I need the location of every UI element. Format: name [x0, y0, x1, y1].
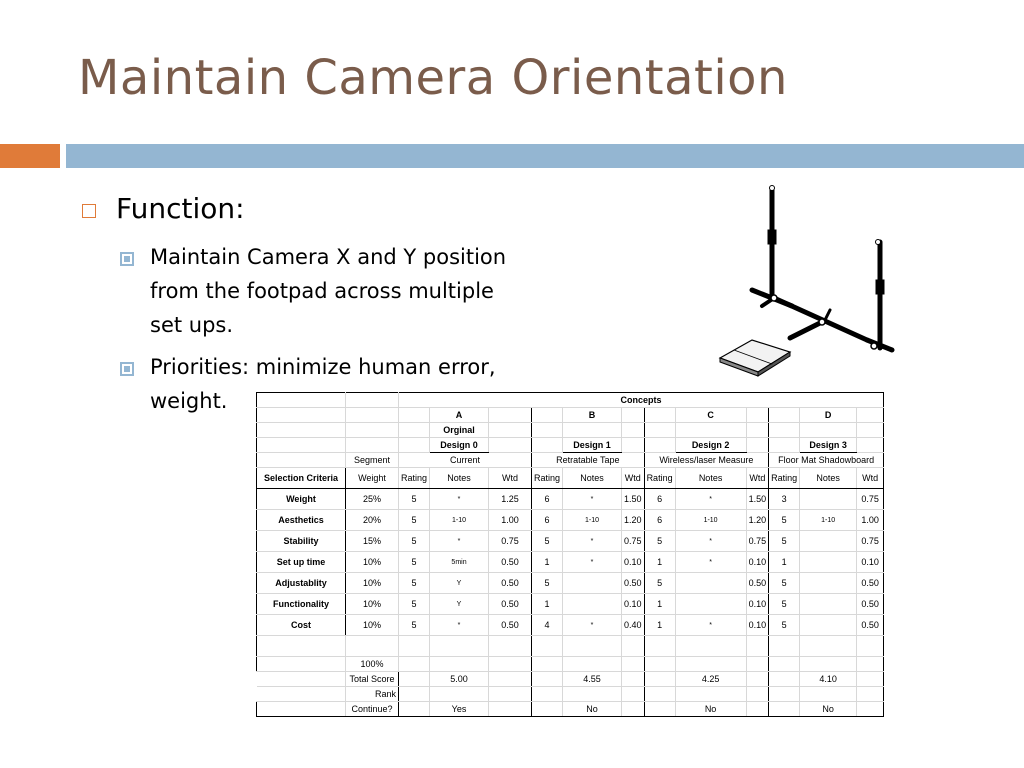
- design-name: Design 3: [800, 438, 857, 453]
- segment-label: Segment: [346, 453, 399, 468]
- criteria-name: Weight: [257, 489, 346, 510]
- notes-cell: *: [675, 489, 746, 510]
- rating-cell: 5: [769, 615, 800, 636]
- wtd-header: Wtd: [489, 468, 532, 489]
- continue-value: Yes: [430, 702, 489, 717]
- notes-cell: *: [563, 489, 622, 510]
- rating-header: Rating: [399, 468, 430, 489]
- weighted-cell: 0.75: [622, 531, 645, 552]
- segment-value: Floor Mat Shadowboard: [769, 453, 884, 468]
- weighted-cell: 1.20: [746, 510, 769, 531]
- weighted-cell: 0.50: [857, 615, 884, 636]
- rating-cell: 6: [644, 510, 675, 531]
- notes-cell: [800, 573, 857, 594]
- rating-cell: 1: [769, 552, 800, 573]
- wtd-header: Wtd: [622, 468, 645, 489]
- accent-bar-orange: [0, 144, 60, 168]
- weighted-cell: 0.10: [746, 594, 769, 615]
- notes-cell: *: [430, 531, 489, 552]
- weighted-cell: 1.50: [746, 489, 769, 510]
- criteria-weight: 10%: [346, 552, 399, 573]
- weighted-cell: 1.50: [622, 489, 645, 510]
- notes-header: Notes: [563, 468, 622, 489]
- accent-bar-blue: [66, 144, 1024, 168]
- criteria-name: Functionality: [257, 594, 346, 615]
- weighted-cell: 0.50: [622, 573, 645, 594]
- bullet-function: [82, 192, 245, 225]
- segment-value: Current: [399, 453, 532, 468]
- rating-header: Rating: [532, 468, 563, 489]
- weight-total: 100%: [346, 657, 399, 672]
- weighted-cell: 0.75: [489, 531, 532, 552]
- total-score-label: Total Score: [346, 672, 399, 687]
- weighted-cell: 1.00: [857, 510, 884, 531]
- concept-letter: C: [675, 408, 746, 423]
- weighted-cell: 0.75: [857, 489, 884, 510]
- rating-cell: 4: [532, 615, 563, 636]
- concept-letter: D: [800, 408, 857, 423]
- slide-title: Maintain Camera Orientation: [78, 50, 788, 106]
- rating-cell: 6: [532, 510, 563, 531]
- rating-cell: 5: [769, 510, 800, 531]
- rating-cell: 1: [644, 552, 675, 573]
- weighted-cell: 0.50: [489, 552, 532, 573]
- criteria-weight: 10%: [346, 594, 399, 615]
- continue-value: No: [675, 702, 746, 717]
- notes-cell: [675, 594, 746, 615]
- bullet-function-text: Function:: [116, 192, 245, 225]
- notes-cell: *: [563, 615, 622, 636]
- criteria-weight: 10%: [346, 573, 399, 594]
- sub-bullet-square-icon: [120, 362, 134, 376]
- wtd-header: Wtd: [857, 468, 884, 489]
- weighted-cell: 0.50: [857, 573, 884, 594]
- notes-cell: *: [430, 489, 489, 510]
- concept-letter: A: [430, 408, 489, 423]
- weight-header: Weight: [346, 468, 399, 489]
- weighted-cell: 0.50: [746, 573, 769, 594]
- rating-cell: 5: [399, 531, 430, 552]
- total-score: 4.25: [675, 672, 746, 687]
- weighted-cell: 0.10: [746, 615, 769, 636]
- notes-cell: [800, 552, 857, 573]
- notes-header: Notes: [430, 468, 489, 489]
- notes-cell: 5min: [430, 552, 489, 573]
- notes-cell: Y: [430, 573, 489, 594]
- notes-cell: [800, 594, 857, 615]
- rating-cell: 1: [532, 594, 563, 615]
- rating-cell: 5: [532, 573, 563, 594]
- weighted-cell: 0.50: [857, 594, 884, 615]
- rating-cell: 5: [399, 573, 430, 594]
- notes-cell: [563, 594, 622, 615]
- sub-bullet-1: [120, 240, 510, 342]
- rating-cell: 6: [644, 489, 675, 510]
- criteria-weight: 25%: [346, 489, 399, 510]
- concept-a-line1: Orginal: [430, 423, 489, 438]
- weighted-cell: 0.10: [622, 594, 645, 615]
- notes-cell: [800, 531, 857, 552]
- total-score: 5.00: [430, 672, 489, 687]
- notes-cell: *: [563, 552, 622, 573]
- criteria-name: Adjustablity: [257, 573, 346, 594]
- rating-cell: 6: [532, 489, 563, 510]
- segment-value: Wireless/laser Measure: [644, 453, 769, 468]
- continue-value: No: [800, 702, 857, 717]
- criteria-weight: 10%: [346, 615, 399, 636]
- sub-bullet-2-text: Priorities: minimize human error, weight.: [150, 355, 496, 413]
- weighted-cell: 1.20: [622, 510, 645, 531]
- camera-stand-drawing-icon: [712, 180, 912, 380]
- weighted-cell: 0.50: [489, 594, 532, 615]
- notes-cell: 1-10: [675, 510, 746, 531]
- concept-letter: B: [563, 408, 622, 423]
- continue-value: No: [563, 702, 622, 717]
- notes-cell: *: [563, 531, 622, 552]
- rating-cell: 5: [399, 489, 430, 510]
- design-name: Design 2: [675, 438, 746, 453]
- table-row: [257, 531, 884, 552]
- bullet-square-icon: [82, 204, 96, 218]
- rank-label: Rank: [346, 687, 399, 702]
- notes-cell: 1-10: [563, 510, 622, 531]
- wtd-header: Wtd: [746, 468, 769, 489]
- total-score: 4.10: [800, 672, 857, 687]
- rating-cell: 5: [399, 552, 430, 573]
- notes-cell: *: [430, 615, 489, 636]
- rating-cell: 5: [399, 615, 430, 636]
- sub-bullet-square-icon: [120, 252, 134, 266]
- sub-bullet-1-text: Maintain Camera X and Y position from the footpad across multiple set ups.: [150, 245, 507, 337]
- weighted-cell: 0.40: [622, 615, 645, 636]
- table-row: [257, 489, 884, 510]
- notes-cell: *: [675, 552, 746, 573]
- design-name: Design 0: [430, 438, 489, 453]
- rating-cell: 1: [532, 552, 563, 573]
- notes-cell: [675, 573, 746, 594]
- rating-header: Rating: [644, 468, 675, 489]
- criteria-weight: 20%: [346, 510, 399, 531]
- weighted-cell: 0.10: [622, 552, 645, 573]
- rating-cell: 5: [532, 531, 563, 552]
- criteria-name: Cost: [257, 615, 346, 636]
- rating-cell: 5: [644, 531, 675, 552]
- rating-cell: 1: [644, 615, 675, 636]
- table-row: [257, 615, 884, 636]
- decision-matrix-table: [256, 392, 884, 717]
- notes-header: Notes: [675, 468, 746, 489]
- weighted-cell: 1.00: [489, 510, 532, 531]
- weighted-cell: 0.75: [857, 531, 884, 552]
- rating-cell: 3: [769, 489, 800, 510]
- notes-cell: [800, 489, 857, 510]
- rating-cell: 5: [644, 573, 675, 594]
- criteria-name: Stability: [257, 531, 346, 552]
- rating-cell: 5: [769, 594, 800, 615]
- weighted-cell: 0.50: [489, 573, 532, 594]
- criteria-name: Set up time: [257, 552, 346, 573]
- notes-cell: 1-10: [430, 510, 489, 531]
- notes-cell: *: [675, 531, 746, 552]
- rating-cell: 1: [644, 594, 675, 615]
- segment-value: Retratable Tape: [532, 453, 645, 468]
- weighted-cell: 0.10: [746, 552, 769, 573]
- notes-cell: Y: [430, 594, 489, 615]
- criteria-weight: 15%: [346, 531, 399, 552]
- concepts-header: Concepts: [399, 393, 884, 408]
- rating-cell: 5: [399, 594, 430, 615]
- continue-label: Continue?: [346, 702, 399, 717]
- rating-cell: 5: [399, 510, 430, 531]
- weighted-cell: 0.10: [857, 552, 884, 573]
- table-row: [257, 573, 884, 594]
- notes-cell: [800, 615, 857, 636]
- rating-header: Rating: [769, 468, 800, 489]
- table-row: [257, 594, 884, 615]
- criteria-name: Aesthetics: [257, 510, 346, 531]
- table-row: [257, 510, 884, 531]
- total-score: 4.55: [563, 672, 622, 687]
- criteria-header: Selection Criteria: [257, 468, 346, 489]
- notes-cell: *: [675, 615, 746, 636]
- design-name: Design 1: [563, 438, 622, 453]
- rating-cell: 5: [769, 531, 800, 552]
- notes-header: Notes: [800, 468, 857, 489]
- table-row: [257, 552, 884, 573]
- rating-cell: 5: [769, 573, 800, 594]
- notes-cell: 1-10: [800, 510, 857, 531]
- weighted-cell: 1.25: [489, 489, 532, 510]
- notes-cell: [563, 573, 622, 594]
- weighted-cell: 0.50: [489, 615, 532, 636]
- weighted-cell: 0.75: [746, 531, 769, 552]
